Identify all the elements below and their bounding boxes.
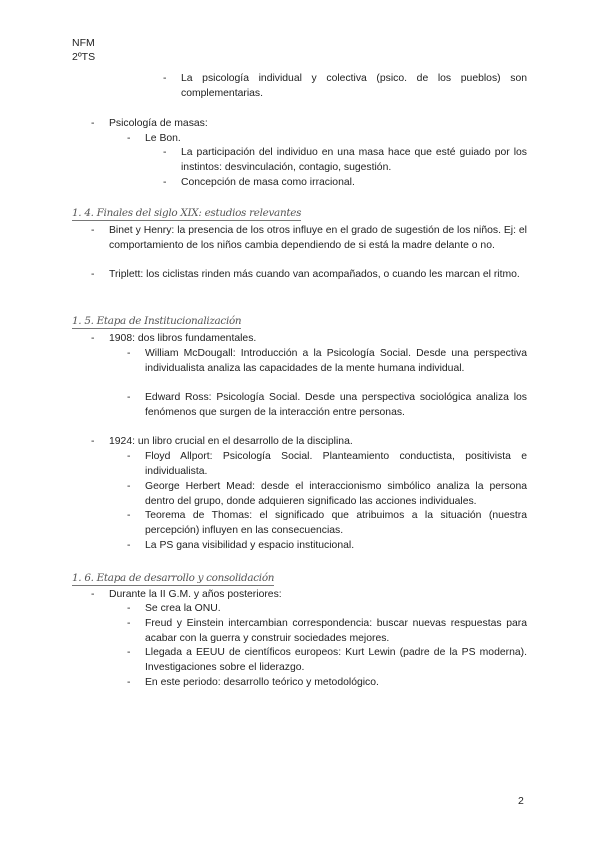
bullet: - [127,481,131,492]
bullet: - [91,269,95,280]
bullet: - [91,589,95,600]
bullet: - [91,118,95,129]
bullet: - [127,348,131,359]
page-number: 2 [518,795,524,807]
bullet: - [127,540,131,551]
list-item: Floyd Allport: Psicología Social. Planteamiento conductista, positivista e individualista. [145,451,527,477]
list-item: Concepción de masa como irracional. [181,177,355,188]
bullet: - [127,618,131,629]
list-item: 1908: dos libros fundamentales. [109,333,257,344]
bullet: - [127,133,131,144]
bullet: - [163,177,167,188]
list-item: William McDougall: Introducción a la Psicología Social. Desde una perspectiva individualista analiza las capacidades de la mente humana individual. [145,348,527,374]
list-item: En este periodo: desarrollo teórico y metodológico. [145,677,379,688]
bullet: - [127,451,131,462]
list-item: Triplett: los ciclistas rinden más cuando van acompañados, o cuando les marcan el ritmo. [109,269,520,280]
bullet: - [163,73,167,84]
list-item: La PS gana visibilidad y espacio institucional. [145,540,355,551]
bullet: - [127,603,131,614]
bullet: - [127,647,131,658]
section-heading: 1. 4. Finales del siglo XIX: estudios relevantes [72,207,302,219]
list-item: Psicología de masas: [109,118,208,129]
list-item: Durante la II G.M. y años posteriores: [109,589,282,600]
list-item: Binet y Henry: la presencia de los otros influye en el grado de sugestión de los niños. Ej: el comportamiento de los niños cambia dependiendo de si está la madre delante o no. [109,225,527,251]
section-heading: 1. 6. Etapa de desarrollo y consolidación [72,572,275,584]
bullet: - [127,677,131,688]
list-item: La psicología individual y colectiva (psico. de los pueblos) son complementarias. [181,73,527,99]
list-item: George Herbert Mead: desde el interaccionismo simbólico analiza la persona dentro del grupo, donde adquieren significado las acciones individuales. [145,481,527,507]
list-item: La participación del individuo en una masa hace que esté guiado por los instintos: desvinculación, contagio, sugestión. [181,147,527,173]
bullet: - [127,510,131,521]
bullet: - [163,147,167,158]
bullet: - [127,392,131,403]
list-item: 1924: un libro crucial en el desarrollo de la disciplina. [109,436,353,447]
bullet: - [91,333,95,344]
bullet: - [91,225,95,236]
list-item: Teorema de Thomas: el significado que atribuimos a la situación (nuestra percepción) influyen en las consecuencias. [145,510,527,536]
list-item: Le Bon. [145,133,181,144]
header-course: 2ºTS [72,51,96,63]
list-item: Edward Ross: Psicología Social. Desde una perspectiva sociológica analiza los fenómenos que surgen de la interacción entre personas. [145,392,527,418]
bullet: - [91,436,95,447]
list-item: Llegada a EEUU de científicos europeos: Kurt Lewin (padre de la PS moderna). Investigaciones sobre el liderazgo. [145,647,527,673]
list-item: Se crea la ONU. [145,603,221,614]
header-initials: NFM [72,37,95,49]
section-heading: 1. 5. Etapa de Institucionalización [72,315,242,327]
list-item: Freud y Einstein intercambian correspondencia: buscar nuevas respuestas para acabar con la guerra y construir sociedades mejores. [145,618,527,644]
